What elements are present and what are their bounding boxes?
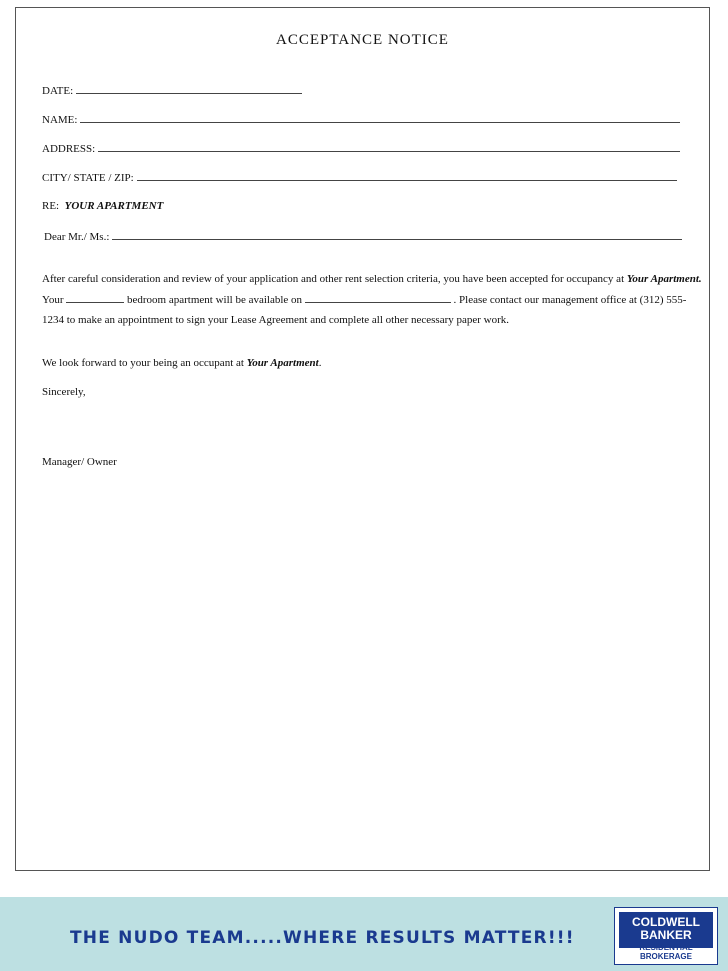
closing-salutation: Sincerely, — [42, 386, 86, 398]
date-line — [42, 84, 302, 97]
address-line — [42, 142, 680, 155]
closing-text-1: We look forward to your being an occupant at — [42, 357, 247, 369]
closing-text-2: . — [318, 357, 322, 369]
re-line — [42, 200, 163, 212]
body-text-2: Your — [42, 293, 67, 306]
body-text-3: bedroom apartment will be available on — [124, 293, 305, 306]
re-value: YOUR APARTMENT — [64, 200, 164, 212]
signature-label: Manager/ Owner — [42, 456, 117, 468]
date-label: DATE: — [42, 85, 74, 97]
dear-label: Dear Mr./ Ms.: — [44, 231, 110, 243]
logo-subtitle: RESIDENTIAL BROKERAGE — [639, 943, 693, 961]
dear-field[interactable] — [112, 230, 682, 240]
address-label: ADDRESS: — [42, 143, 96, 155]
logo-line-2: BANKER — [640, 928, 692, 942]
team-slogan: THE NUDO TEAM.....WHERE RESULTS MATTER!!! — [70, 928, 575, 948]
name-label: NAME: — [42, 114, 78, 126]
salutation-line — [44, 230, 682, 243]
city-field[interactable] — [137, 171, 677, 181]
body-text-1: After careful consideration and review of your application and other rent selection criteria, you have been accepted for occupancy at — [42, 273, 625, 285]
document-frame — [15, 7, 710, 871]
body-paragraph — [42, 269, 702, 331]
footer-band — [0, 897, 728, 971]
date-field[interactable] — [76, 84, 302, 94]
availability-date-field[interactable] — [305, 293, 451, 303]
city-line — [42, 171, 677, 184]
closing-paragraph — [42, 353, 702, 374]
city-label: CITY/ STATE / ZIP: — [42, 172, 134, 184]
re-label: RE: — [42, 200, 60, 212]
coldwell-banker-logo — [614, 907, 718, 965]
apartment-name-2: Your Apartment — [246, 357, 319, 369]
bedroom-count-field[interactable] — [66, 293, 124, 303]
logo-line-1: COLDWELL — [632, 915, 700, 929]
apartment-name: Your Apartment. — [626, 273, 702, 285]
name-field[interactable] — [80, 113, 680, 123]
name-line — [42, 113, 680, 126]
document-title: ACCEPTANCE NOTICE — [276, 32, 449, 48]
address-field[interactable] — [98, 142, 680, 152]
body-text-4: . Please contact our management office at (312) 555-1234 to make an appointment to sign your Lease Agreement and complete all other necessary paper work. — [42, 293, 687, 326]
